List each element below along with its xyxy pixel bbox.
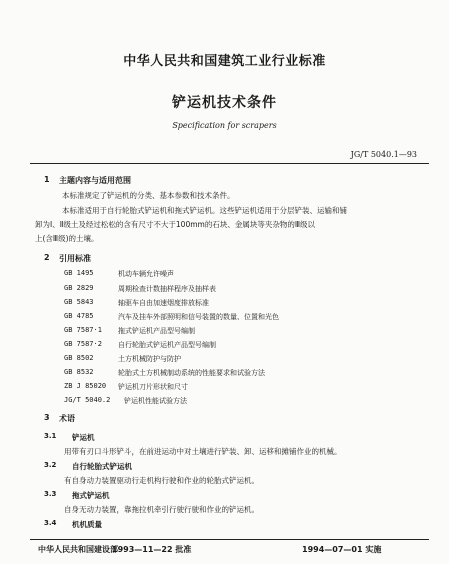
standard-ref-code: GB 7587·1 <box>64 326 102 334</box>
footer-divider <box>30 539 429 540</box>
term-definition: 有自身动力装置驱动行走机构行驶和作业的轮胎式铲运机。 <box>64 476 259 485</box>
section-1-para-1: 本标准规定了铲运机的分类、基本参数和技术条件。 <box>62 191 235 200</box>
document-title: 铲运机技术条件 <box>172 95 277 111</box>
standard-ref-title: 机动车辆允许噪声 <box>118 270 174 278</box>
document-subtitle: Specification for scrapers <box>172 121 277 130</box>
standard-ref-title: 自行轮胎式铲运机产品型号编制 <box>118 341 216 349</box>
footer-approval-date: 1993—11—22 批准 <box>112 545 192 554</box>
term-definition: 自身无动力装置，靠拖拉机牵引行驶行驶和作业的铲运机。 <box>64 505 259 514</box>
standard-ref-code: GB 1495 <box>64 269 94 277</box>
standard-ref-code: GB 7587·2 <box>64 340 102 348</box>
footer-publisher: 中华人民共和国建设部 <box>38 545 118 554</box>
issuer-title: 中华人民共和国建筑工业行业标准 <box>123 54 326 69</box>
standard-ref-title: 汽车及挂车外部照明和信号装置的数量、位置和光色 <box>118 313 279 321</box>
section-1-title: 主题内容与适用范围 <box>59 176 131 185</box>
term-definition: 用带有刃口斗形铲斗，在前进运动中对土壤进行铲装、卸、运移和摊铺作业的机械。 <box>64 447 342 456</box>
standard-ref-title: 土方机械防护与防护 <box>118 355 181 363</box>
header-divider <box>30 163 429 164</box>
footer-implementation-date: 1994—07—01 实施 <box>302 545 382 554</box>
section-2-number: 2 <box>44 253 50 262</box>
term-number: 3.4 <box>44 519 57 527</box>
term-number: 3.2 <box>44 461 57 469</box>
term-number: 3.1 <box>44 432 57 440</box>
standard-ref-title: 铲运机刀片形状和尺寸 <box>118 383 188 391</box>
section-1-para-2-line: 卸为Ⅰ、Ⅱ级土及经过松松的含有尺寸不大于100mm的石块、金属块等夹杂物的Ⅲ级以 <box>35 220 315 229</box>
standard-ref-code: GB 4785 <box>64 312 94 320</box>
standard-ref-code: GB 8532 <box>64 368 94 376</box>
section-1-para-2-line: 本标准适用于自行轮胎式铲运机和拖式铲运机。这些铲运机适用于分层铲装、运输和铺 <box>62 206 347 215</box>
standard-ref-code: JG/T 5040.2 <box>64 396 111 404</box>
term-title: 机机质量 <box>72 520 102 529</box>
standard-ref-code: ZB J 85020 <box>64 382 107 390</box>
standard-ref-code: GB 2829 <box>64 284 94 292</box>
standard-ref-title: 轮胎式土方机械制动系统的性能要求和试验方法 <box>118 369 265 377</box>
term-title: 自行轮胎式铲运机 <box>72 462 132 471</box>
standard-ref-code: GB 8502 <box>64 354 94 362</box>
standard-ref-title: 铲运机性能试验方法 <box>124 397 187 405</box>
standard-ref-title: 周期检查计数抽样程序及抽样表 <box>118 285 216 293</box>
term-title: 铲运机 <box>72 433 95 442</box>
term-title: 拖式铲运机 <box>72 491 110 500</box>
section-3-title: 术语 <box>59 414 75 423</box>
standard-ref-code: GB 5843 <box>64 298 94 306</box>
standard-code: JG/T 5040.1—93 <box>350 150 417 159</box>
standard-ref-title: 轴驱车自由加速烟度排放标准 <box>118 299 209 307</box>
section-1-number: 1 <box>44 175 50 184</box>
standard-ref-title: 拖式铲运机产品型号编制 <box>118 327 195 335</box>
section-2-title: 引用标准 <box>59 254 91 263</box>
term-number: 3.3 <box>44 490 57 498</box>
section-1-para-2-line: 上(含Ⅲ级)的土壤。 <box>35 234 99 243</box>
section-3-number: 3 <box>44 413 50 422</box>
